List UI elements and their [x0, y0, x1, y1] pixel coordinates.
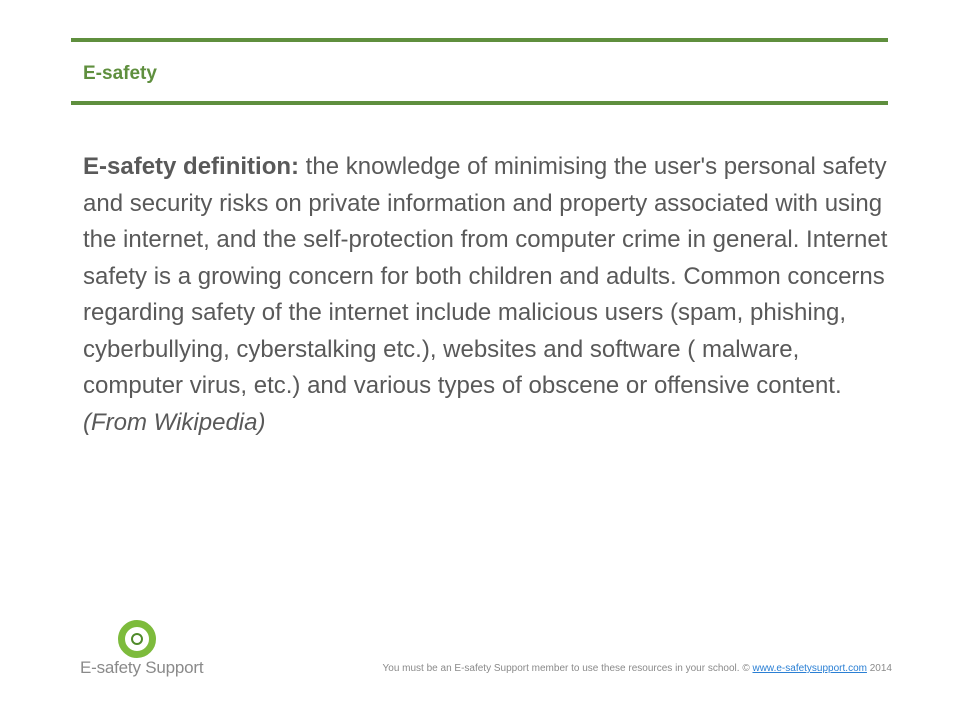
definition-term: E-safety definition:: [83, 153, 300, 180]
esafety-support-logo: [80, 620, 204, 680]
footer-website-link[interactable]: www.e-safetysupport.com: [752, 663, 867, 674]
definition-text: the knowledge of minimising the user's personal safety and security risks on private information and property associated with using the internet, and the self-protection from computer crime in general. Internet safety is a growing concern for both children and adults. Common concerns regarding safety of the internet include malicious users (spam, phishing, cyberbullying, cyberstalking etc.), websites and software ( malware, computer virus, etc.) and various types of obscene or offensive content.: [83, 153, 888, 399]
header-bottom-rule: [71, 101, 888, 105]
footer-notice: [220, 662, 892, 676]
logo-text: E-safety Support: [80, 658, 204, 677]
footer-year: 2014: [866, 663, 892, 674]
ring-logo-icon: [118, 620, 156, 658]
footer-notice-text: You must be an E-safety Support member to use these resources in your school. ©: [382, 663, 753, 674]
ring-logo-center: [131, 633, 143, 645]
definition-source: (From Wikipedia): [83, 408, 266, 436]
header-top-rule: [71, 38, 888, 42]
definition-paragraph: [83, 149, 898, 441]
page-title: E-safety: [83, 63, 157, 84]
